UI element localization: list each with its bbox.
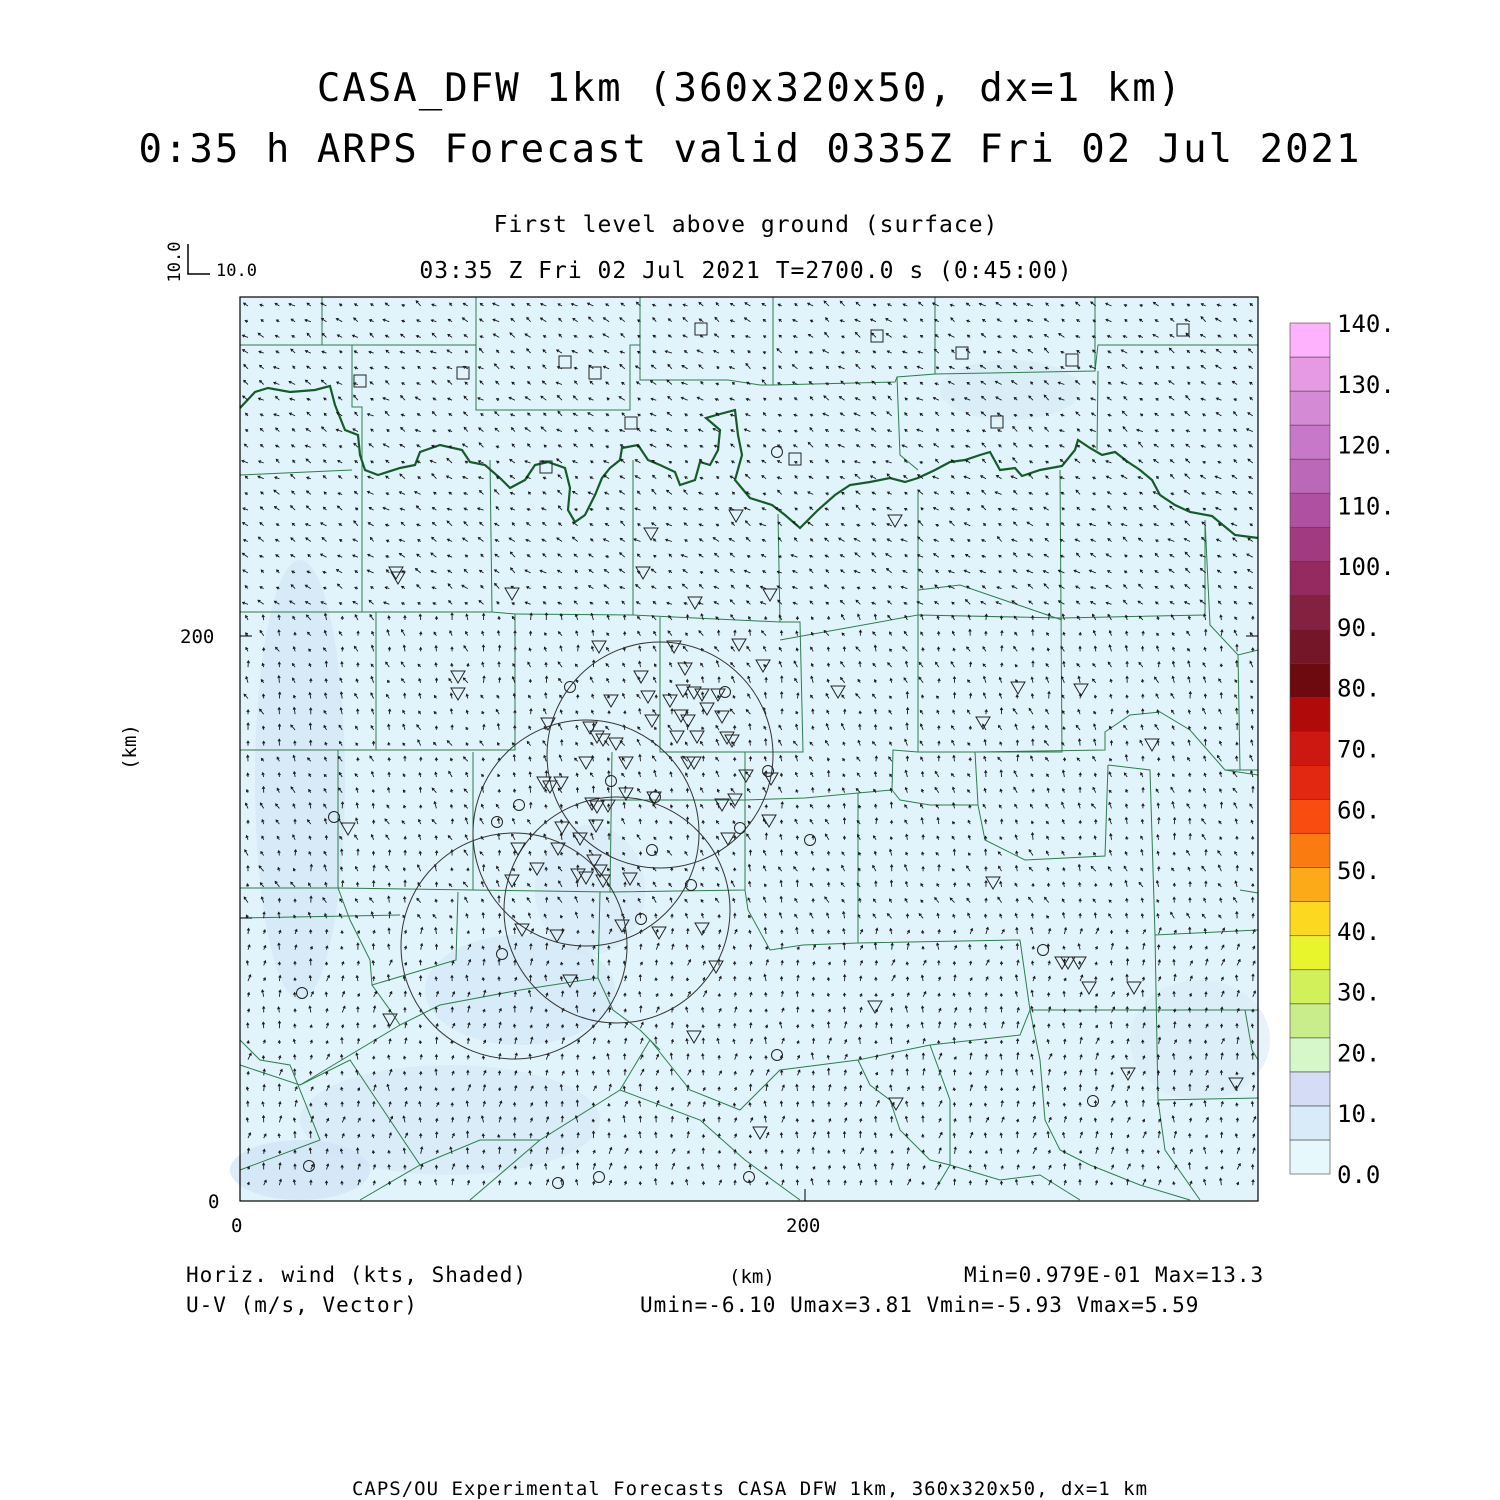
- vector-key-vertical-label: 10.0: [165, 241, 185, 283]
- level-label: First level above ground (surface): [493, 212, 999, 238]
- colorbar-label: 50.: [1337, 857, 1381, 886]
- vector-key: [165, 242, 257, 283]
- wind-arrow: [465, 461, 468, 463]
- colorbar-swatch: [1290, 834, 1330, 868]
- colorbar-swatch: [1290, 766, 1330, 800]
- y-tick-label-0: 0: [208, 1191, 220, 1213]
- colorbar-label: 10.: [1337, 1100, 1381, 1129]
- colorbar-label: 110.: [1337, 492, 1395, 521]
- wind-arrow: [969, 853, 971, 855]
- wind-arrow: [874, 304, 877, 306]
- colorbar-label: 80.: [1337, 674, 1381, 703]
- colorbar-swatch: [1290, 800, 1330, 834]
- colorbar-swatch: [1290, 902, 1330, 936]
- wind-arrow: [466, 727, 468, 730]
- wind-arrow: [293, 869, 295, 872]
- colorbar-swatch: [1290, 323, 1330, 357]
- colorbar-label: 40.: [1337, 917, 1381, 946]
- colorbar-swatch: [1290, 936, 1330, 970]
- colorbar-swatch: [1290, 459, 1330, 493]
- colorbar-label: 30.: [1337, 978, 1381, 1007]
- colorbar-swatch: [1290, 1140, 1330, 1174]
- colorbar-label: 60.: [1337, 796, 1381, 825]
- colorbar: [1290, 310, 1395, 1189]
- colorbar-label: 20.: [1337, 1039, 1381, 1068]
- colorbar-swatch: [1290, 1072, 1330, 1106]
- colorbar-label: 70.: [1337, 735, 1381, 764]
- min-max-stats: Min=0.979E-01 Max=13.3: [964, 1263, 1265, 1287]
- footer-credit: CAPS/OU Experimental Forecasts CASA DFW 1km, 360x320x50, dx=1 km: [351, 1478, 1149, 1500]
- field-name: Horiz. wind (kts, Shaded): [186, 1263, 528, 1287]
- time-info: 03:35 Z Fri 02 Jul 2021 T=2700.0 s (0:45:00): [419, 258, 1073, 284]
- vector-key-arrow: [188, 244, 210, 274]
- colorbar-swatch: [1290, 391, 1330, 425]
- x-axis-label: (km): [729, 1266, 775, 1288]
- colorbar-swatch: [1290, 357, 1330, 391]
- colorbar-label: 0.0: [1337, 1161, 1381, 1189]
- colorbar-swatch: [1290, 1038, 1330, 1072]
- colorbar-swatch: [1290, 595, 1330, 629]
- wind-arrow: [670, 680, 672, 683]
- colorbar-swatch: [1290, 527, 1330, 561]
- colorbar-label: 100.: [1337, 553, 1395, 582]
- colorbar-swatch: [1290, 868, 1330, 902]
- plot-title: CASA_DFW 1km (360x320x50, dx=1 km): [316, 66, 1184, 111]
- vector-name: U-V (m/s, Vector): [186, 1293, 418, 1317]
- x-tick-label-200: 200: [786, 1215, 821, 1237]
- wind-arrow: [638, 336, 641, 338]
- colorbar-swatch: [1290, 425, 1330, 459]
- colorbar-label: 120.: [1337, 431, 1395, 460]
- colorbar-swatch: [1290, 1004, 1330, 1038]
- wind-arrow: [1157, 633, 1159, 635]
- colorbar-swatch: [1290, 731, 1330, 765]
- vector-key-horizontal-label: 10.0: [216, 261, 257, 281]
- forecast-valid-time: 0:35 h ARPS Forecast valid 0335Z Fri 02 Jul 2021: [138, 127, 1362, 172]
- colorbar-swatch: [1290, 629, 1330, 663]
- wind-arrow: [1110, 759, 1112, 762]
- y-axis-label: (km): [118, 724, 141, 770]
- colorbar-swatch: [1290, 1106, 1330, 1140]
- wind-arrow: [482, 774, 484, 777]
- colorbar-swatch: [1290, 697, 1330, 731]
- wind-arrow: [638, 414, 641, 416]
- colorbar-swatch: [1290, 970, 1330, 1004]
- x-tick-label-0: 0: [231, 1215, 243, 1237]
- colorbar-swatch: [1290, 493, 1330, 527]
- colorbar-swatch: [1290, 561, 1330, 595]
- y-tick-label-200: 200: [180, 626, 215, 648]
- colorbar-label: 90.: [1337, 613, 1381, 642]
- colorbar-swatch: [1290, 663, 1330, 697]
- wind-arrow: [827, 869, 829, 872]
- colorbar-label: 140.: [1337, 310, 1395, 338]
- uv-stats: Umin=-6.10 Umax=3.81 Vmin=-5.93 Vmax=5.59: [640, 1293, 1200, 1317]
- colorbar-label: 130.: [1337, 370, 1395, 399]
